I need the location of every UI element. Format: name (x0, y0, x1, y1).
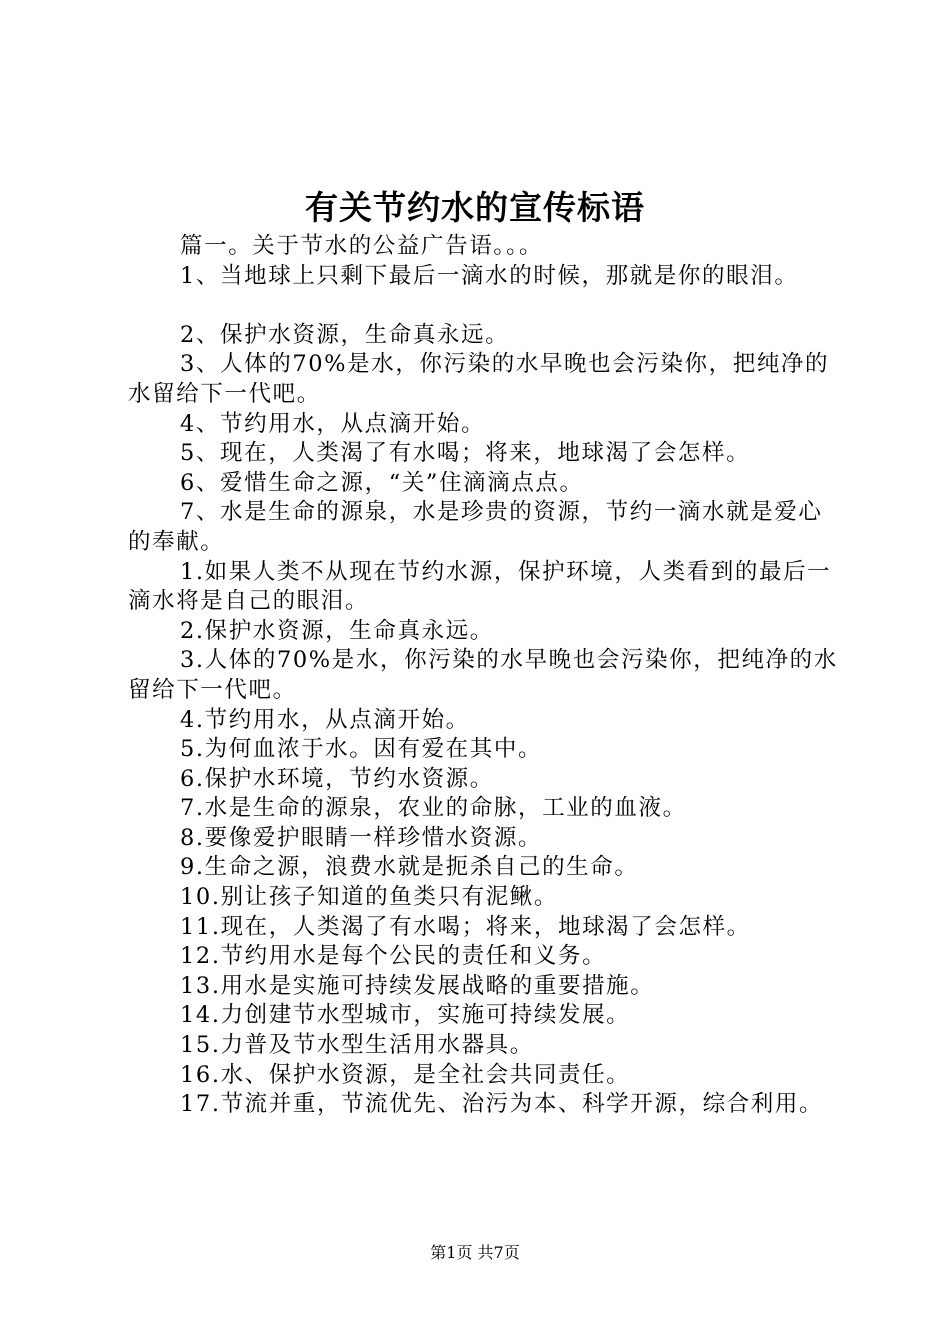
page-footer: 第1页 共7页 (430, 1243, 520, 1262)
paragraph: 7、水是生命的源泉，水是珍贵的资源，节约一滴水就是爱心的奉献。 (128, 499, 823, 555)
paragraph: 1、当地球上只剩下最后一滴水的时候，那就是你的眼泪。 (180, 262, 799, 289)
paragraph: 6.保护水环境，节约水资源。 (180, 765, 494, 792)
document-title: 有关节约水的宣传标语 (305, 188, 645, 227)
paragraph: 14.力创建节水型城市，实施可持续发展。 (180, 1002, 631, 1029)
paragraph: 5、现在，人类渴了有水喝；将来，地球渴了会怎样。 (180, 440, 751, 467)
paragraph: 4、节约用水，从点滴开始。 (180, 410, 486, 437)
paragraph: 12.节约用水是每个公民的责任和义务。 (180, 943, 607, 970)
paragraph: 8.要像爱护眼睛一样珍惜水资源。 (180, 824, 543, 851)
paragraph: 17.节流并重，节流优先、治污为本、科学开源，综合利用。 (180, 1091, 824, 1118)
paragraph: 9.生命之源，浪费水就是扼杀自己的生命。 (180, 854, 639, 881)
paragraph: 3.人体的70%是水，你污染的水早晚也会污染你，把纯净的水留给下一代吧。 (128, 647, 838, 703)
paragraph: 10.别让孩子知道的鱼类只有泥鳅。 (180, 884, 558, 911)
paragraph: 16.水、保护水资源，是全社会共同责任。 (180, 1061, 631, 1088)
document-body (128, 232, 840, 1120)
paragraph: 篇一。关于节水的公益广告语。。。 (180, 233, 544, 259)
paragraph: 13.用水是实施可持续发展战略的重要措施。 (180, 972, 655, 999)
paragraph: 5.为何血浓于水。因有爱在其中。 (180, 736, 543, 763)
paragraph: 15.力普及节水型生活用水器具。 (180, 1032, 534, 1059)
paragraph: 2、保护水资源，生命真永远。 (180, 321, 510, 348)
paragraph: 6、爱惜生命之源，“关”住滴滴点点。 (180, 469, 584, 496)
paragraph: 1.如果人类不从现在节约水源，保护环境，人类看到的最后一滴水将是自己的眼泪。 (128, 558, 832, 615)
paragraph: 2.保护水资源，生命真永远。 (180, 617, 494, 644)
paragraph: 7.水是生命的源泉，农业的命脉，工业的血液。 (180, 795, 687, 822)
paragraph: 4.节约用水，从点滴开始。 (180, 706, 470, 733)
paragraph: 3、人体的70%是水，你污染的水早晚也会污染你，把纯净的水留给下一代吧。 (128, 351, 830, 407)
paragraph: 11.现在，人类渴了有水喝；将来，地球渴了会怎样。 (180, 913, 751, 940)
